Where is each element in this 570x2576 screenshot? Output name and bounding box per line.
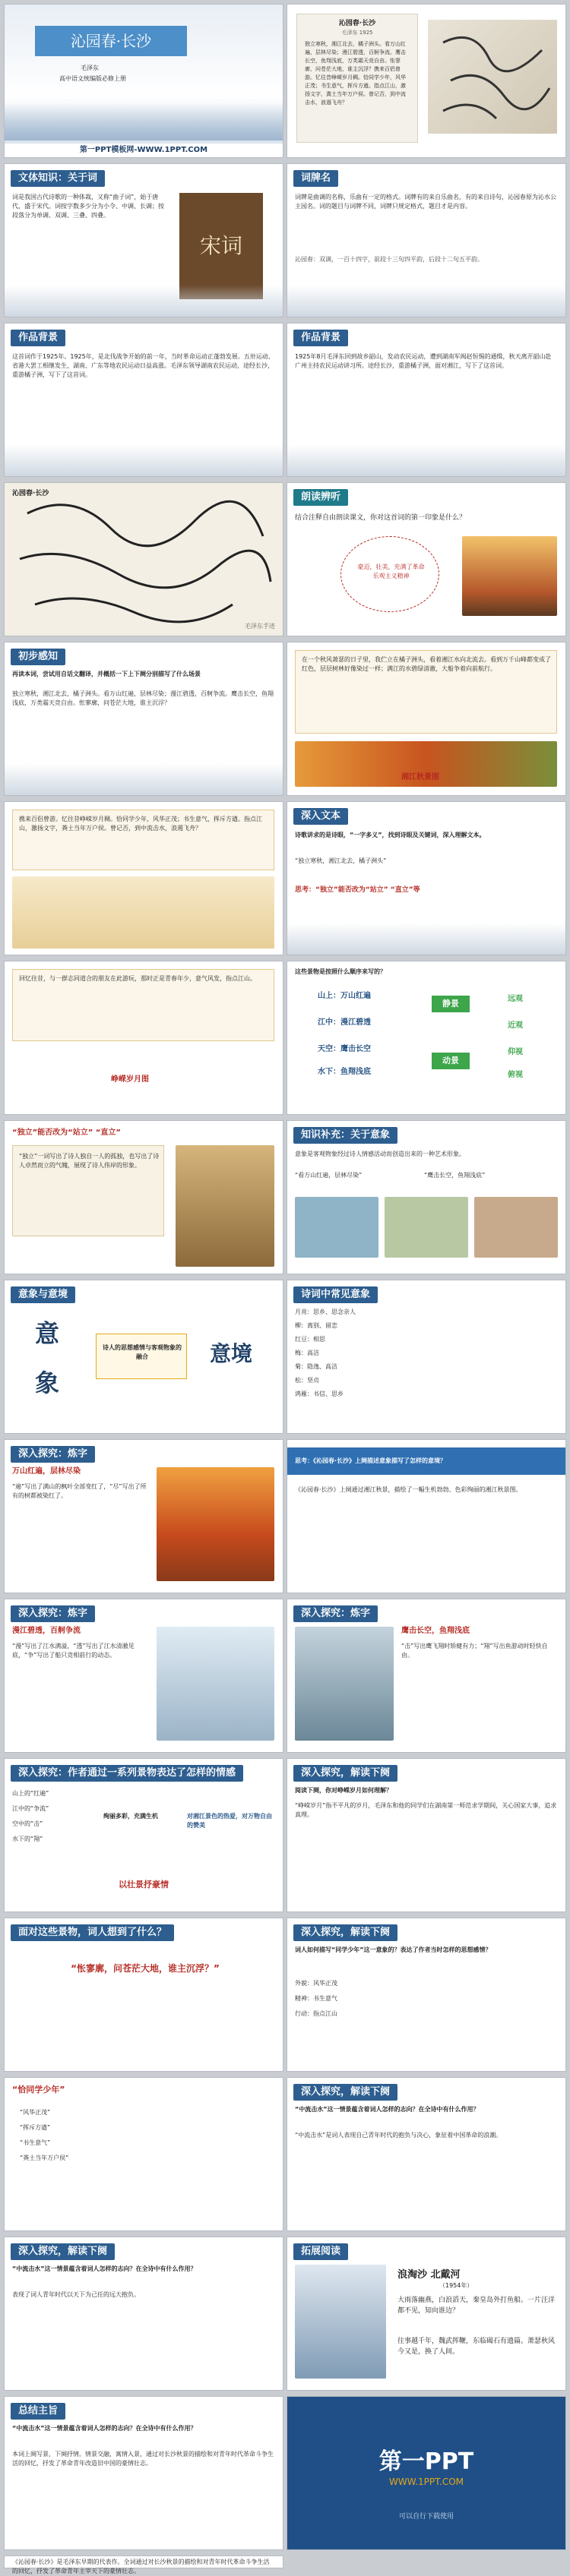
slide-header: 意象与意境 — [11, 1286, 75, 1303]
eagle-image — [295, 1627, 394, 1741]
slide-body: 意象是客观物象经过诗人情感活动而创造出来的一种艺术形象。 — [295, 1151, 465, 1157]
bottom-wash — [5, 444, 283, 476]
translation-box — [295, 650, 557, 734]
poem-meta: 毛泽东 1925 — [341, 30, 373, 36]
mountain-wash — [5, 103, 283, 140]
slide-body: “独立”一词写出了诗人独自一人的孤独，也写出了诗人卓然而立的气魄，展现了诗人伟岸的形象。 — [19, 1153, 160, 1169]
image-item-3: 红豆：相思 — [295, 1336, 325, 1343]
question-band — [287, 1447, 565, 1475]
slide-body: “峥嵘岁月”指不平凡的岁月，毛泽东和他的同学们在湖南第一师范求学期间，关心国家大事，追求真理。 — [295, 1802, 557, 1818]
slide-header: 深入探究：作者通过一系列景物表达了怎样的情感 — [11, 1765, 243, 1782]
cover-subtitle: 高中语文统编版必修上册 — [59, 75, 126, 82]
slide-body: 这首词作于1925年。1925年，是北伐战争开始的前一年，当时革命运动正蓬勃发展。五卅运动、省港大罢工相继发生，湖南、广东等地农民运动日益高涨。毛泽东领导湖南农民运动，途经长沙，重游橘子洲，写下了这首词。 — [12, 353, 274, 378]
callout-text: 豪迈，壮美，充满了革命乐观主义精神 — [357, 564, 425, 579]
text-box — [12, 1145, 164, 1236]
poem-title: 浪淘沙 北戴河 — [397, 2269, 461, 2281]
boats-image — [157, 1627, 274, 1741]
slide-body: 独立寒秋，湘江北去，橘子洲头。看万山红遍，层林尽染；漫江碧透，百舸争流。鹰击长空，鱼翔浅底，万类霜天竞自由。怅寥廓，问苍茫大地，谁主沉浮？ — [12, 690, 274, 706]
slide-order — [287, 961, 566, 1115]
decorative-paper — [12, 876, 274, 949]
image-item-1: 月亮：思乡、思念亲人 — [295, 1309, 356, 1315]
char-xiang: 象 — [35, 1368, 60, 1397]
cover-banner: 第一PPT模板网-WWW.1PPT.COM — [5, 144, 283, 157]
slide-last-partial — [4, 2555, 283, 2574]
autumn-photo — [462, 536, 557, 616]
end-brand: 第一PPT — [378, 2448, 474, 2475]
order-item-1: 山上：万山红遍 — [318, 992, 371, 1000]
question-text: 阅读下阕，你对峥嵘岁月如何理解？ — [295, 1787, 392, 1794]
poem-slide — [287, 4, 566, 158]
bottom-wash — [287, 923, 565, 955]
image-item-2: 柳：离别、留恋 — [295, 1322, 337, 1329]
question-text: “中流击水”这一情景蕴含着词人怎样的志向？在全诗中有什么作用？ — [295, 2106, 480, 2113]
desc-item-3: 行动：指点江山 — [295, 2010, 337, 2017]
slide-common-images — [287, 1280, 566, 1434]
desc-item-2: 精神：书生意气 — [295, 1995, 337, 2002]
tag-near: 近观 — [508, 1021, 523, 1030]
slide-tongxue — [4, 2077, 283, 2231]
phrase-3: “书生意气” — [20, 2139, 51, 2146]
slide-yixiang — [287, 1120, 566, 1274]
example-1: “看万山红遍，层林尽染” — [295, 1172, 363, 1179]
slide-cipai — [287, 163, 566, 317]
slide-header: 文体知识：关于词 — [11, 170, 105, 187]
slide-header: 深入探究，解读下阕 — [293, 1765, 397, 1782]
image-1 — [295, 1197, 378, 1258]
phrase-1: “风华正茂” — [20, 2109, 51, 2116]
slide-langdu — [287, 482, 566, 636]
slide-translation — [287, 642, 566, 796]
slide-body: 《沁园春·长沙》上阕通过湘江秋景，描绘了一幅生机勃勃、色彩绚丽的湘江秋景图。 — [295, 1486, 522, 1493]
callout-bubble — [340, 536, 439, 612]
poem-card — [296, 14, 418, 143]
red-forest-image — [157, 1467, 274, 1581]
slide-body: “中流击水”是词人表现自己青年时代的抱负与决心，象征着中国革命的浪潮。 — [295, 2132, 502, 2139]
slide-ganzhi — [4, 642, 283, 796]
image-2 — [385, 1197, 468, 1258]
slide-tuozhan — [287, 2237, 566, 2391]
book-cover: 宋词 — [179, 193, 263, 299]
end-tagline: 可以自行下载使用 — [398, 2513, 454, 2521]
poem-title: 沁园春·长沙 — [338, 20, 376, 27]
poem-lines: 独立寒秋，湘江北去，橘子洲头。看万山红遍，层林尽染；漫江碧透，百舸争流。鹰击长空，鱼翔浅底，万类霜天竞自由。怅寥廓，问苍茫大地，谁主沉浮？携来百侣曾游。忆往昔峥嵘岁月稠。恰同学少年，风华正茂；书生意气，挥斥方遒。指点江山，激扬文字，粪土当年万户侯。曾记否，到中流击水，浪遏飞舟？ — [305, 41, 406, 106]
cover-slide — [4, 4, 283, 158]
slide-body: 携来百侣曾游。忆往昔峥嵘岁月稠。恰同学少年，风华正茂；书生意气，挥斥方遒。指点江山，激扬文字，粪土当年万户侯。曾记否，到中流击水，浪遏飞舟？ — [19, 816, 262, 832]
slide-xiaque-1 — [287, 1758, 566, 1912]
fusion-text: 诗人的思想感情与客观物象的融合 — [103, 1344, 182, 1360]
slide-header: 朗读辨听 — [293, 489, 348, 506]
slide-body: 回忆往昔，与一群志同道合的朋友在此游玩，那时正是青春年少，意气风发，指点江山。 — [19, 975, 256, 982]
slide-header: 总结主旨 — [11, 2403, 65, 2420]
slide-header: 深入探究，解读下阕 — [293, 1924, 397, 1941]
example-2: “鹰击长空，鱼翔浅底” — [424, 1172, 486, 1179]
sea-image — [295, 2265, 386, 2379]
slide-body: 词牌是曲调的名称，乐曲有一定的格式。词牌有的来自乐曲名，有的来自诗句，沁园春原为沁水公主园名。词的题目与词牌不同，词牌只规定格式，题目才是内容。 — [295, 194, 556, 210]
slide-duli — [4, 1120, 283, 1274]
task-text: 诗歌讲求的是诗眼，“一字多义”，找到诗眼及关键词，深入理解文本。 — [295, 832, 486, 838]
slide-yijing-q — [287, 1439, 566, 1593]
emotion-item-3: 空中的“击” — [12, 1820, 43, 1827]
slide-handwriting — [4, 482, 283, 636]
statue-image — [176, 1145, 274, 1267]
slide-header: 词牌名 — [293, 170, 338, 187]
item-title: 万山红遍，层林尽染 — [12, 1467, 81, 1476]
fusion-box — [96, 1334, 187, 1379]
bottom-wash — [287, 285, 565, 317]
bottom-wash — [5, 763, 283, 795]
slide-emotion — [4, 1758, 283, 1912]
slide-zongjie — [4, 2396, 283, 2550]
slide-end — [287, 2396, 566, 2550]
slide-body: “遍”写出了满山的枫叶全部变红了，“尽”写出了所有的树都被染红了。 — [12, 1483, 147, 1499]
slide-wenti — [4, 163, 283, 317]
slide-cirenxiang — [4, 1918, 283, 2072]
emotion-bottom: 以壮景抒豪情 — [119, 1880, 169, 1889]
tag-up: 仰视 — [508, 1048, 523, 1056]
slide-header: 拓展阅读 — [293, 2243, 348, 2260]
calligraphy-strokes — [428, 20, 557, 134]
bottom-wash — [287, 444, 565, 476]
item-title: 漫江碧透，百舸争流 — [12, 1627, 81, 1635]
question-text: 思考：《沁园春·长沙》上阕描述意象描写了怎样的意境？ — [295, 1457, 447, 1464]
image-item-4: 梅：高洁 — [295, 1350, 319, 1356]
slide-header: 面对这些景物，词人想到了什么？ — [11, 1924, 174, 1941]
slide-body: 1925年8月毛泽东回到故乡韶山，发动农民运动，遭到湖南军阀赵恒惕的通缉，秋天离开韶山赴广州主持农民运动讲习所。途经长沙，重游橘子洲，面对湘江，写下了这首词。 — [295, 353, 552, 369]
slide-title: “独立”能否改为“站立” “直立” — [12, 1129, 121, 1137]
calligraphy-image — [428, 20, 557, 134]
slide-header: 深入文本 — [293, 808, 348, 825]
question-text: 结合注释自由朗读课文，你对这首词的第一印象是什么？ — [295, 514, 467, 522]
emotion-item-2: 江中的“争流” — [12, 1805, 49, 1812]
tag-down: 俯视 — [508, 1071, 523, 1079]
question-text: “中流击水”这一情景蕴含着词人怎样的志向？在全诗中有什么作用？ — [12, 2425, 197, 2432]
cover-title: 沁园春·长沙 — [35, 26, 187, 56]
question-text: “中流击水”这一情景蕴含着词人怎样的志向？在全诗中有什么作用？ — [12, 2265, 197, 2272]
static-scene-box: 静景 — [432, 996, 470, 1012]
slide-header: 诗词中常见意象 — [293, 1286, 378, 1303]
quote-text: “怅寥廓，问苍茫大地，谁主沉浮？” — [71, 1963, 220, 1974]
image-3 — [474, 1197, 558, 1258]
quote-text: “独立寒秋，湘江北去，橘子洲头” — [295, 857, 387, 864]
image-item-6: 松：坚贞 — [295, 1377, 319, 1384]
order-item-3: 天空：鹰击长空 — [318, 1045, 371, 1053]
question-text: 这些景物是按照什么顺序来写的？ — [295, 968, 386, 975]
emotion-mid: 绚丽多彩，充满生机 — [103, 1813, 158, 1820]
tag-far: 远观 — [508, 995, 523, 1003]
slide-lianzi-1 — [4, 1439, 283, 1593]
question-text: 思考：“独立”能否改为“站立” “直立”等 — [295, 886, 420, 894]
task-text: 再读本词，尝试用自话文翻译，并概括一下上下阕分别描写了什么场景 — [12, 671, 201, 677]
end-url: WWW.1PPT.COM — [388, 2477, 464, 2487]
order-item-2: 江中：漫江碧透 — [318, 1018, 371, 1027]
emotion-item-4: 水下的“翔” — [12, 1836, 43, 1842]
slide-header: 作品背景 — [293, 330, 348, 346]
slide-header: 深入探究：炼字 — [11, 1446, 95, 1463]
slide-body: “漫”写出了江水满溢，“透”写出了江水清澈见底，“争”写出了船只竞相前行的动态。 — [12, 1643, 135, 1659]
slide-body: 《沁园春·长沙》是毛泽东早期的代表作。全词通过对长沙秋景的描绘和对青年时代革命斗争生活的回忆，抒发了革命青年主宰天下的豪情壮志。 — [12, 2559, 270, 2574]
slide-header: 知识补充：关于意象 — [293, 1127, 397, 1144]
slide-bg1 — [4, 323, 283, 477]
image-caption: 峥嵘岁月图 — [111, 1075, 149, 1084]
slide-body: “击”写出鹰飞翔时矫健有力；“翔”写出鱼游动时轻快自由。 — [401, 1643, 548, 1659]
emotion-item-1: 山上的“红遍” — [12, 1790, 49, 1797]
slide-xiaque-3 — [287, 2077, 566, 2231]
slide-shenru — [287, 801, 566, 955]
slide-yijing — [4, 1280, 283, 1434]
desc-item-1: 外貌：风华正茂 — [295, 1980, 337, 1987]
slide-lianzi-3 — [287, 1599, 566, 1753]
slide-lianzi-2 — [4, 1599, 283, 1753]
handwriting-image — [5, 483, 284, 637]
slide-bg2 — [287, 323, 566, 477]
slide-header: 深入探究，解读下阕 — [11, 2243, 115, 2260]
yijing-word: 意境 — [210, 1341, 253, 1366]
item-title: 鹰击长空，鱼翔浅底 — [401, 1627, 470, 1635]
slide-header: 深入探究，解读下阕 — [293, 2084, 397, 2101]
slide-header: 深入探究：炼字 — [293, 1605, 378, 1622]
question-text: 词人如何描写“同学少年”这一意象的？表达了作者当时怎样的思想感情？ — [295, 1946, 492, 1953]
text-box — [12, 810, 274, 870]
slide-body: 表现了词人青年时代以天下为己任的远大抱负。 — [12, 2291, 140, 2298]
order-item-4: 水下：鱼翔浅底 — [318, 1068, 371, 1076]
handwriting-title: 沁园春·长沙 — [12, 490, 49, 497]
phrase-4: “粪土当年万户侯” — [20, 2155, 69, 2161]
bottom-wash — [5, 285, 283, 317]
poem-line-1: 大雨落幽燕，白浪滔天，秦皇岛外打鱼船。一片汪洋都不见，知向谁边？ — [397, 2297, 556, 2315]
slide-xiaque-4 — [4, 2237, 283, 2391]
image-item-5: 菊：隐逸、高洁 — [295, 1363, 337, 1370]
cover-author: 毛泽东 — [81, 65, 99, 71]
text-box — [12, 969, 274, 1041]
slide-body: 在一个秋风萧瑟的日子里，我伫立在橘子洲头，看着湘江水向北流去。看到万千山峰都变成了红色，层层树林好像染过一样；满江的水碧绿清澈，大船争着向前航行。 — [302, 656, 551, 672]
slide-xiaque — [4, 801, 283, 955]
handwriting-note: 毛泽东手迹 — [245, 623, 275, 630]
slide-header: 初步感知 — [11, 649, 65, 665]
phrase-2: “挥斥方遒” — [20, 2124, 51, 2131]
slide-header: 深入探究：炼字 — [11, 1605, 95, 1622]
poem-year: （1954年） — [439, 2282, 473, 2289]
slide-body: 词是我国古代诗歌的一种体裁，又称“曲子词”，始于唐代，盛于宋代。词按字数多少分为小令、中调、长调；按段落分为单调、双调、三叠、四叠。 — [12, 194, 164, 219]
image-item-7: 鸿雁：书信、思乡 — [295, 1391, 344, 1397]
photo-caption: 湘江秋景图 — [401, 773, 439, 781]
slide-foot: 沁园春：双调，一百十四字，前段十三句四平韵，后段十二句五平韵。 — [295, 256, 483, 263]
emotion-right: 对湘江景色的热爱，对万物自由的赞美 — [187, 1813, 272, 1829]
char-yi: 意 — [35, 1319, 60, 1348]
quote-title: “恰同学少年” — [12, 2085, 65, 2095]
slide-header: 作品背景 — [11, 330, 65, 346]
poem-line-2: 往事越千年，魏武挥鞭，东临碣石有遗篇。萧瑟秋风今又是，换了人间。 — [397, 2338, 556, 2356]
slide-xiaque-2 — [287, 1918, 566, 2072]
slide-zhengrong — [4, 961, 283, 1115]
slide-body: 本词上阕写景，下阕抒情。情景交融，寓情入景，通过对长沙秋景的描绘和对青年时代革命斗争生活的回忆，抒发了革命青年改造旧中国的豪情壮志。 — [12, 2451, 274, 2467]
dynamic-scene-box: 动景 — [432, 1053, 470, 1069]
